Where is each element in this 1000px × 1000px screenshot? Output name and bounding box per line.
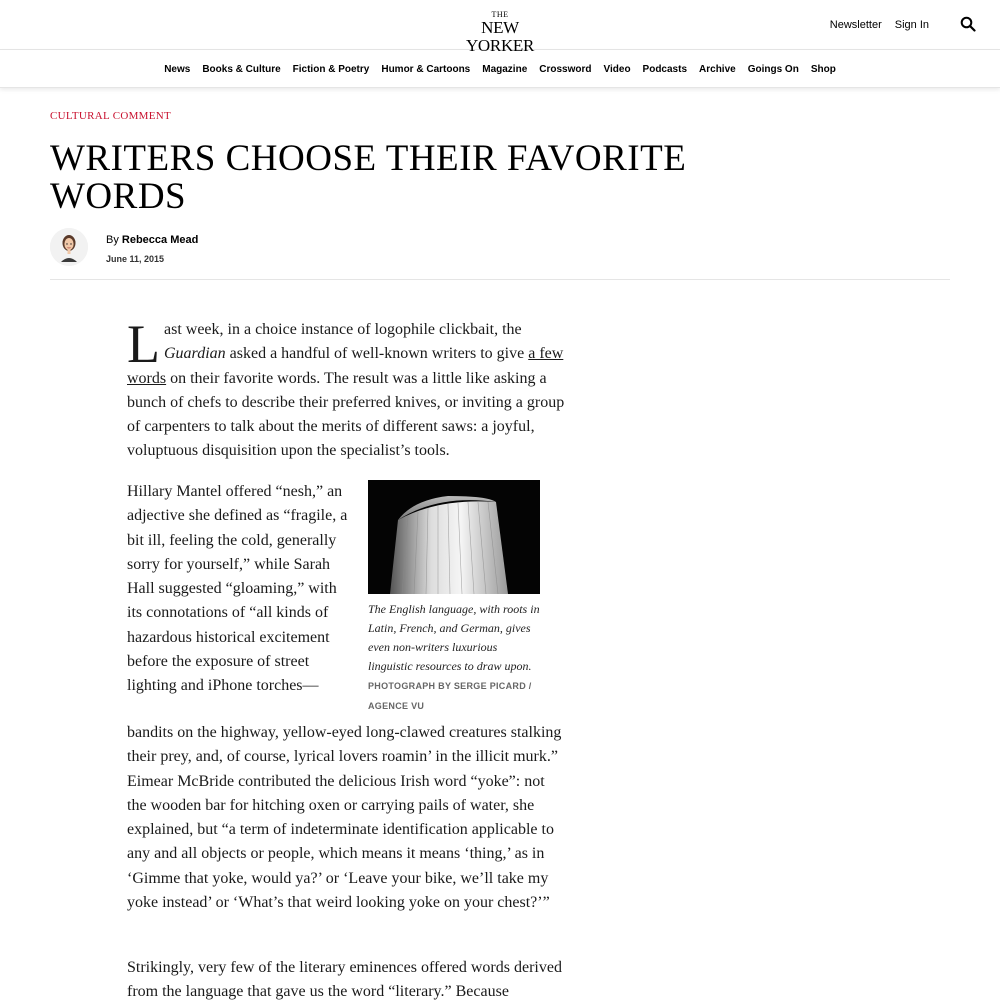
byline-by: By bbox=[106, 234, 122, 246]
rubric-label[interactable]: CULTURAL COMMENT bbox=[50, 110, 172, 122]
site-logo[interactable] bbox=[450, 11, 550, 55]
nav-item-books-culture[interactable]: Books & Culture bbox=[202, 63, 281, 75]
article-figure bbox=[368, 480, 540, 716]
caption-text: The English language, with roots in Latin, French, and German, gives even non-writers luxurious linguistic resources to draw upon. bbox=[368, 602, 540, 673]
a-few-words-link[interactable]: a few words bbox=[127, 345, 564, 387]
nav-item-news[interactable]: News bbox=[164, 63, 191, 75]
book-photo[interactable] bbox=[368, 480, 540, 594]
author-avatar[interactable] bbox=[50, 228, 88, 266]
nav-item-crossword[interactable]: Crossword bbox=[539, 63, 592, 75]
photo-credit: PHOTOGRAPH BY SERGE PICARD / AGENCE VU bbox=[368, 681, 532, 711]
p1-text-c: on their favorite words. The result was a little like asking a bunch of chefs to describe their preferred knives, or inviting a group of carpenters to talk about the merits of different saws: a joyful, voluptuous disquisition upon the specialist’s tools. bbox=[127, 369, 565, 460]
logo-the: THE bbox=[491, 10, 509, 19]
paragraph-2-rest: bandits on the highway, yellow-eyed long-clawed creatures stalking their prey, and, of course, lyrical lovers roamin’ in the illicit murk.” Eimear McBride contributed the delicious Irish word “yoke”: not the wooden bar for hitching oxen or carrying pails of water, she explained, but “a term of indeterminate identification applicable to any and all objects or people, which means it means ‘thing,’ as in ‘Gimme that yoke, would ya?’ or ‘Leave your bike, we’ll take my yoke instead’ or ‘What’s that weird looking yoke on your chest?’” bbox=[127, 724, 562, 912]
drop-cap: L bbox=[127, 314, 160, 374]
nav-item-goings-on[interactable]: Goings On bbox=[747, 63, 799, 75]
header-divider bbox=[50, 279, 950, 280]
nav-item-shop[interactable]: Shop bbox=[810, 63, 836, 75]
article-title: WRITERS CHOOSE THEIR FAVORITE WORDS bbox=[50, 138, 687, 217]
nav-item-video[interactable]: Video bbox=[603, 63, 631, 75]
paragraph-1 bbox=[127, 314, 567, 464]
newsletter-link[interactable]: Newsletter bbox=[829, 19, 882, 31]
nav-item-magazine[interactable]: Magazine bbox=[482, 63, 528, 75]
top-bar bbox=[0, 0, 1000, 55]
sign-in-link[interactable]: Sign In bbox=[894, 19, 929, 31]
paragraph-3: Strikingly, very few of the literary eminences offered words derived from the language that gave us the word “literary.” Because bbox=[127, 959, 562, 1000]
logo-name: NEW YORKER bbox=[465, 18, 535, 55]
nav-item-humor-cartoons[interactable]: Humor & Cartoons bbox=[381, 63, 471, 75]
nav-list bbox=[0, 50, 1000, 88]
p1-text-a: ast week, in a choice instance of logophile clickbait, the bbox=[164, 321, 522, 338]
nav-item-fiction-poetry[interactable]: Fiction & Poetry bbox=[292, 63, 370, 75]
search-icon[interactable] bbox=[960, 16, 978, 34]
paragraph-2-lead: Hillary Mantel offered “nesh,” an adjective she defined as “fragile, a bit ill, feeling the cold, generally sorry for yourself,” while Sarah Hall suggested “gloaming,” with its connotations of “all kinds of hazardous historical excitement before the exposure of street lighting and iPhone torches— bbox=[127, 483, 348, 695]
nav-item-archive[interactable]: Archive bbox=[699, 63, 736, 75]
p1-text-b: asked a handful of well-known writers to give bbox=[225, 345, 529, 363]
publish-date: June 11, 2015 bbox=[106, 254, 165, 264]
top-actions bbox=[830, 16, 978, 34]
figure-caption bbox=[368, 600, 540, 716]
p1-publication: Guardian bbox=[164, 345, 226, 363]
main-nav bbox=[0, 50, 1000, 88]
nav-item-podcasts[interactable]: Podcasts bbox=[642, 63, 688, 75]
author-link[interactable]: Rebecca Mead bbox=[121, 234, 199, 246]
byline bbox=[106, 234, 198, 246]
